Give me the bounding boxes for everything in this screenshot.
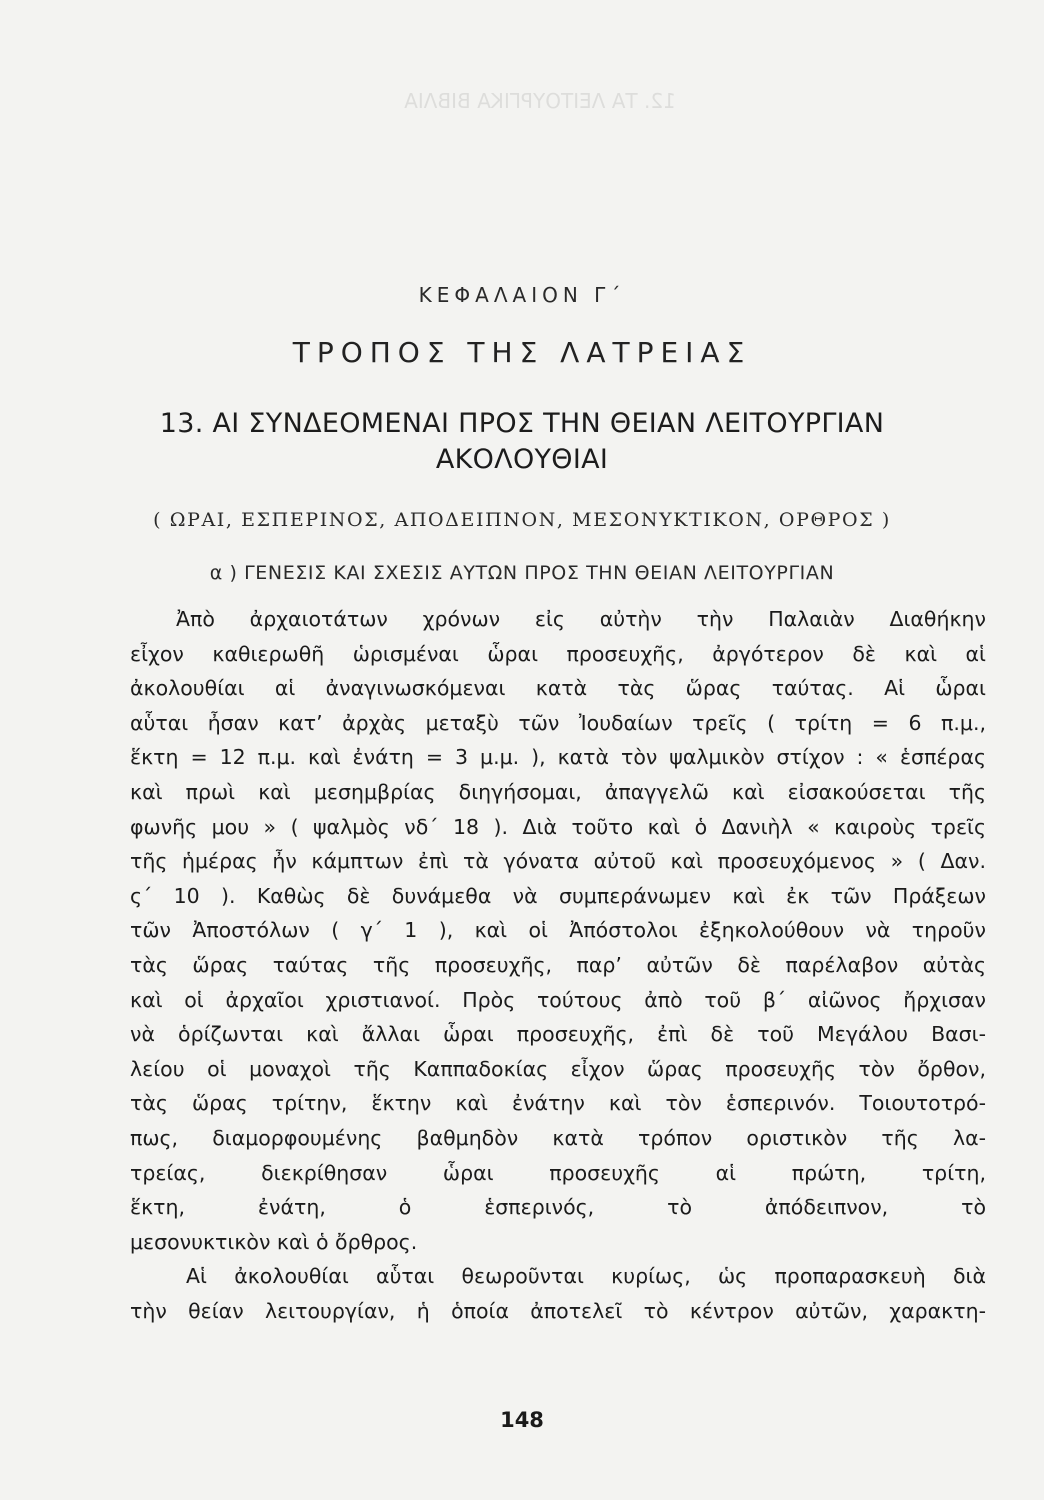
page-number: 148 [500,1408,544,1432]
chapter-label: ΚΕΦΑΛΑΙΟΝ Γ΄ [418,283,626,307]
body-line: Ἀπὸ ἀρχαιοτάτων χρόνων εἰς αὐτὴν τὴν Παλαιὰν Διαθήκην [176,607,986,631]
bleed-through-text [100,88,980,120]
body-line: ς΄ 10 ). Καθὼς δὲ δυνάμεθα νὰ συμπεράνωμεν καὶ ἐκ τῶν Πράξεων [130,883,986,908]
subheading: α ) ΓΕΝΕΣΙΣ ΚΑΙ ΣΧΕΣΙΣ ΑΥΤΩΝ ΠΡΟΣ ΤΗΝ ΘΕΙΑΝ ΛΕΙΤΟΥΡΓΙΑΝ [209,562,835,584]
body-line: τῶν Ἀποστόλων ( γ΄ 1 ), καὶ οἱ Ἀπόστολοι ἐξηκολούθουν νὰ τηροῦν [130,918,986,943]
section-title-line-1: 13. ΑΙ ΣΥΝΔΕΟΜΕΝΑΙ ΠΡΟΣ ΤΗΝ ΘΕΙΑΝ ΛΕΙΤΟΥΡΓΙΑΝ [159,408,885,439]
body-line: Αἱ ἀκολουθίαι αὗται θεωροῦνται κυρίως, ὡς προπαρασκευὴ διὰ [186,1264,986,1289]
body-line: τὰς ὥρας ταύτας τῆς προσευχῆς, παρ’ αὐτῶν δὲ παρέλαβον αὐτὰς [130,952,986,977]
body-line: λείου οἱ μοναχοὶ τῆς Καππαδοκίας εἶχον ὥρας προσευχῆς τὸν ὄρθον, [130,1056,986,1081]
body-line: ἀκολουθίαι αἱ ἀναγινωσκόμεναι κατὰ τὰς ὥρας ταύτας. Αἱ ὧραι [130,676,986,701]
body-line: νὰ ὁρίζωνται καὶ ἄλλαι ὧραι προσευχῆς, ἐπὶ δὲ τοῦ Μεγάλου Βασι- [130,1022,986,1047]
section-title-line-2: ΑΚΟΛΟΥΘΙΑΙ [435,444,609,475]
body-line: καὶ πρωὶ καὶ μεσημβρίας διηγήσομαι, ἀπαγγελῶ καὶ εἰσακούσεται τῆς [130,779,986,804]
body-line: τὴν θείαν λειτουργίαν, ἡ ὁποία ἀποτελεῖ τὸ κέντρον αὐτῶν, χαρακτη- [130,1298,986,1323]
body-line: τῆς ἡμέρας ἦν κάμπτων ἐπὶ τὰ γόνατα αὐτοῦ καὶ προσευχόμενος » ( Δαν. [130,849,986,874]
body-text [130,602,986,1328]
body-line: πως, διαμορφουμένης βαθμηδὸν κατὰ τρόπον οριστικὸν τῆς λα- [130,1125,986,1150]
body-line: καὶ οἱ ἀρχαῖοι χριστιανοί. Πρὸς τούτους ἀπὸ τοῦ β΄ αἰῶνος ἤρχισαν [130,987,986,1012]
services-note: ( ΩΡΑΙ, ΕΣΠΕΡΙΝΟΣ, ΑΠΟΔΕΙΠΝΟΝ, ΜΕΣΟΝΥΚΤΙΚΟΝ, ΟΡΘΡΟΣ ) [153,509,891,531]
body-line: τὰς ὥρας τρίτην, ἕκτην καὶ ἐνάτην καὶ τὸν ἑσπερινόν. Τοιουτοτρό- [130,1091,986,1116]
body-line: φωνῆς μου » ( ψαλμὸς νδ΄ 18 ). Διὰ τοῦτο καὶ ὁ Δανιὴλ « καιροὺς τρεῖς [130,814,986,839]
body-line: ἕκτη, ἐνάτη, ὁ ἑσπερινός, τὸ ἀπόδειπνον, τὸ [130,1195,986,1220]
body-line: ἕκτη = 12 π.μ. καὶ ἐνάτη = 3 μ.μ. ), κατὰ τὸν ψαλμικὸν στίχον : « ἑσπέρας [130,745,986,770]
bleed-through-heading: 12. ΤΑ ΛΕΙΤΟΥΡΓΙΚΑ ΒΙΒΛΙΑ [404,89,676,113]
body-line: τρείας, διεκρίθησαν ὧραι προσευχῆς αἱ πρώτη, τρίτη, [130,1160,986,1185]
chapter-title: ΤΡΟΠΟΣ ΤΗΣ ΛΑΤΡΕΙΑΣ [292,336,752,369]
body-line: αὗται ἦσαν κατ’ ἀρχὰς μεταξὺ τῶν Ἰουδαίων τρεῖς ( τρίτη = 6 π.μ., [130,710,986,735]
body-line: εἶχον καθιερωθῆ ὡρισμέναι ὧραι προσευχῆς, ἀργότερον δὲ καὶ αἱ [130,641,986,666]
body-line: μεσονυκτικὸν καὶ ὁ ὄρθρος. [130,1229,418,1254]
